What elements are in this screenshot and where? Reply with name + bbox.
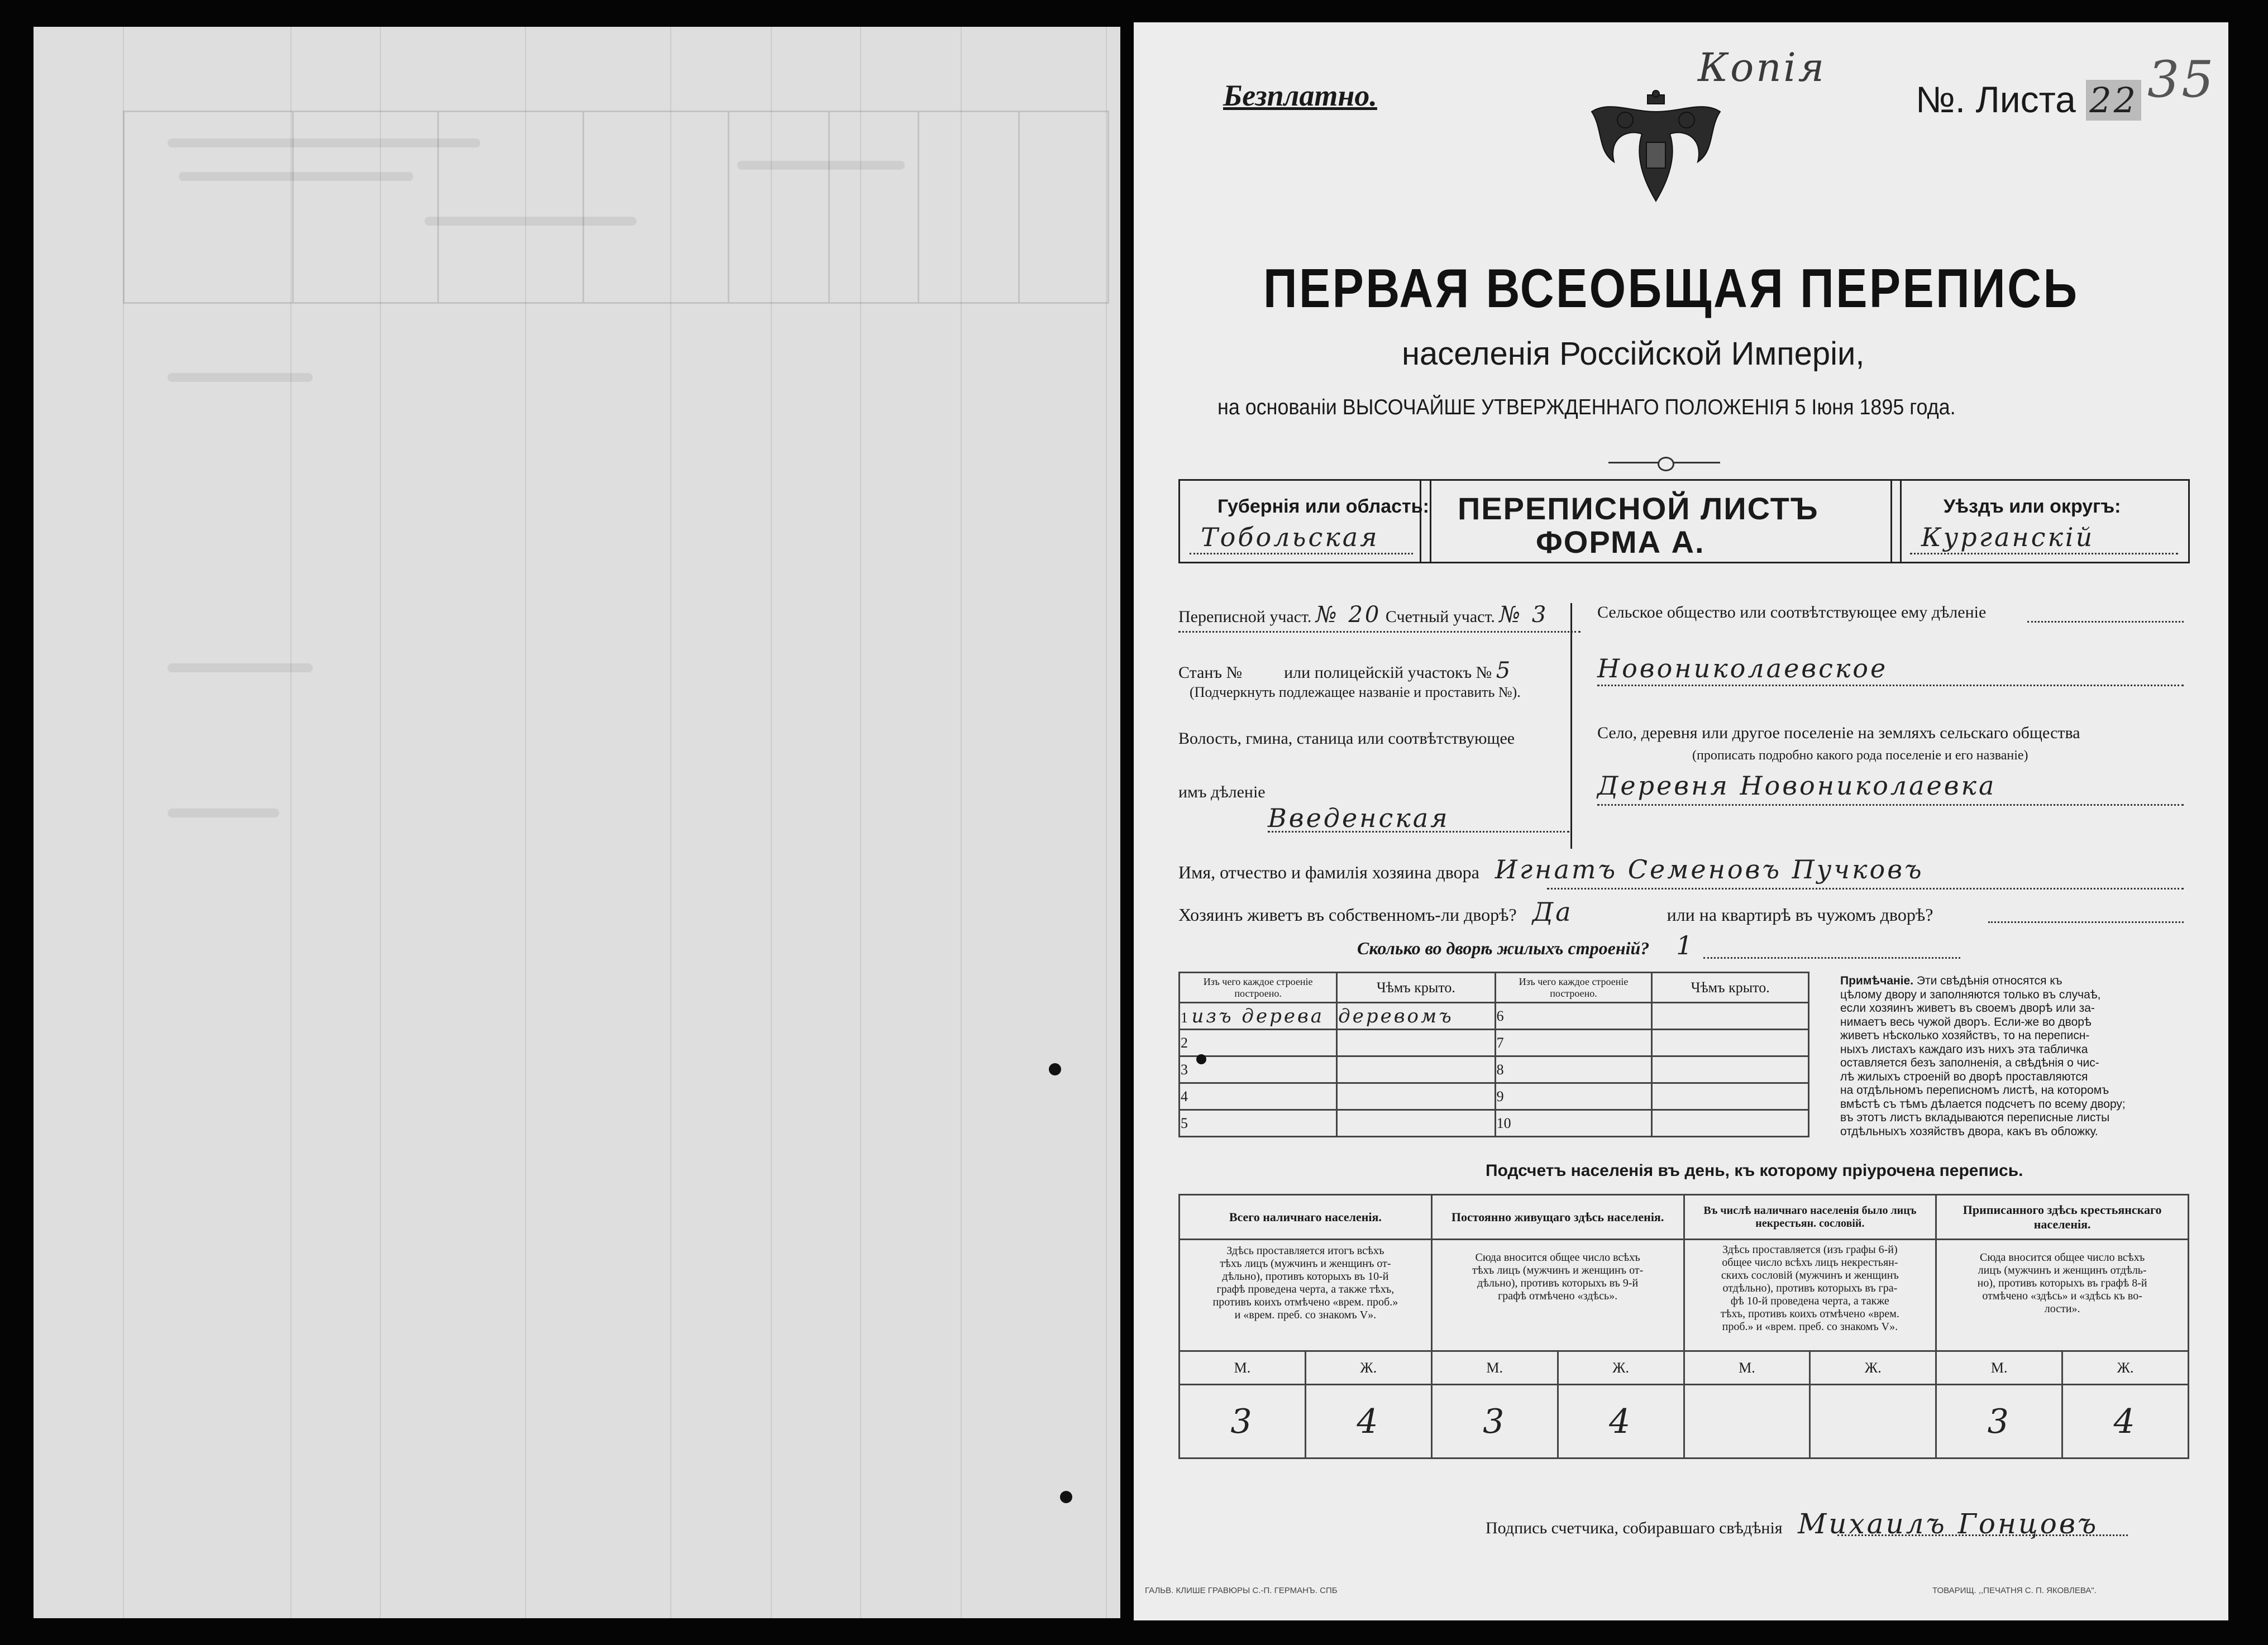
guberniya-value: Тобольская	[1201, 522, 1379, 552]
summary-col-body: Сюда вносится общее число всѣхъ лицъ (мужчинъ и женщинъ отдѣль- но), противъ которыхъ въ графѣ 8-й отмѣчено «здѣсь» и «здѣсь къ во- лости».	[1936, 1240, 2189, 1351]
police-label: или полицейскій участокъ №	[1284, 663, 1492, 682]
ornament-divider	[1608, 457, 1720, 468]
note-line: нимаетъ весь чужой дворъ. Если-же во дворѣ	[1840, 1015, 2092, 1029]
uezd-label: Уѣздъ или округъ:	[1944, 496, 2121, 517]
signature-label: Подпись счетчика, собиравшаго свѣдѣнія	[1486, 1519, 1783, 1537]
table-row	[1180, 1003, 1809, 1030]
village-note: (прописать подробно какого рода поселеніе и его названіе)	[1692, 748, 2028, 763]
volost-value: Введенская	[1268, 803, 1450, 833]
guberniya-label: Губернія или область:	[1217, 496, 1429, 517]
summary-col-body: Сюда вносится общее число всѣхъ тѣхъ лицъ (мужчинъ и женщинъ от- дѣльно), противъ которыхъ въ 9-й графѣ отмѣчено «здѣсь».	[1431, 1240, 1684, 1351]
summary-col-head: Постоянно живущаго здѣсь населенія.	[1431, 1195, 1684, 1240]
sheet-label	[1916, 78, 2141, 121]
table-row	[1180, 1083, 1809, 1110]
row-number: 6	[1496, 1007, 1504, 1024]
copy-note: Копія	[1698, 45, 1827, 90]
f-label: Ж.	[1810, 1351, 1936, 1385]
f-label: Ж.	[1305, 1351, 1431, 1385]
male-count	[1684, 1385, 1810, 1458]
form-basis: на основаніи ВЫСОЧАЙШЕ УТВЕРЖДЕННАГО ПОЛОЖЕНІЯ 5 Іюня 1895 года.	[1217, 395, 1956, 419]
note-line: отдѣльныхъ хозяйствъ двора, какъ въ обложку.	[1840, 1125, 2098, 1138]
note-line: живетъ нѣсколько хозяйствъ, то на переписн-	[1840, 1029, 2090, 1042]
form-subtitle: населенія Россійской Имперіи,	[1402, 336, 1865, 372]
male-count: 3	[1180, 1385, 1306, 1458]
owner-lives-alt: или на квартирѣ въ чужомъ дворѣ?	[1667, 905, 1933, 925]
volost-label-2: имъ дѣленіе	[1178, 783, 1266, 801]
col-roof: Чѣмъ крыто.	[1652, 973, 1809, 1003]
society-label: Сельское общество или соотвѣтствующее ему дѣленіе	[1597, 603, 1987, 621]
male-count: 3	[1936, 1385, 2062, 1458]
buildings-label: Сколько во дворѣ жилыхъ строеній?	[1357, 938, 1650, 958]
underline-note: (Подчеркнуть подлежащее названіе и проставить №).	[1190, 684, 1521, 700]
corner-page-number: 35	[2147, 50, 2216, 109]
f-label: Ж.	[1558, 1351, 1684, 1385]
police-value: 5	[1496, 658, 1513, 683]
census-area-value: № 20	[1315, 602, 1382, 628]
sheet-label-text: №. Листа	[1916, 79, 2076, 120]
col-material: Изъ чего каждое строеніе построено.	[1495, 973, 1652, 1003]
note-line: ныхъ листахъ каждаго изъ нихъ эта табличка	[1840, 1043, 2088, 1056]
note-line: Эти свѣдѣнія относятся къ	[1916, 974, 2062, 987]
buildings-row	[1357, 930, 1695, 960]
female-count: 4	[1305, 1385, 1431, 1458]
society-value: Новониколаевское	[1597, 653, 1888, 683]
row-number: 9	[1496, 1088, 1504, 1104]
owner-name-label: Имя, отчество и фамилія хозяина двора	[1178, 862, 1479, 882]
male-count: 3	[1431, 1385, 1558, 1458]
note-line: лѣ жилыхъ строеній во дворѣ проставляются	[1840, 1070, 2088, 1083]
row-number: 3	[1181, 1061, 1188, 1078]
material-value: изъ дерева	[1191, 1005, 1325, 1027]
note-line: если хозяинъ живетъ въ своемъ дворѣ или за-	[1840, 1002, 2095, 1015]
buildings-value: 1	[1676, 930, 1695, 960]
owner-lives-label: Хозяинъ живетъ въ собственномъ-ли дворѣ?	[1178, 905, 1517, 925]
m-label: М.	[1180, 1351, 1306, 1385]
row-number: 1	[1181, 1009, 1188, 1026]
ink-dot	[1049, 1063, 1061, 1075]
form-type-title: ПЕРЕПИСНОЙ ЛИСТЪ	[1458, 491, 1819, 526]
ink-dot	[1060, 1491, 1072, 1503]
row-number: 2	[1181, 1034, 1188, 1051]
table-row	[1180, 1030, 1809, 1056]
summary-title: Подсчетъ населенія въ день, къ которому пріурочена перепись.	[1486, 1161, 2023, 1180]
printer-right: ТОВАРИЩ. ,,ПЕЧАТНЯ С. П. ЯКОВЛЕВА".	[1932, 1586, 2097, 1595]
row-number: 5	[1181, 1115, 1188, 1131]
female-count	[1810, 1385, 1936, 1458]
summary-col-head: Всего наличнаго населенія.	[1180, 1195, 1432, 1240]
summary-col-head: Въ числѣ наличнаго населенія было лицъ некрестьян. сословій.	[1684, 1195, 1936, 1240]
note-line: оставляется безъ заполненія, а свѣдѣнія о чис-	[1840, 1056, 2099, 1069]
ink-dot	[1196, 1054, 1206, 1064]
row-number: 8	[1496, 1061, 1504, 1078]
summary-col-body: Здѣсь проставляется (изъ графы 6-й) общее число всѣхъ лицъ некрестьян- скихъ сословій (мужчинъ и женщинъ отдѣльно), противъ которыхъ въ гра- фѣ 10-й проведена черта, а также тѣхъ, противъ коихъ отмѣчено «врем. проб.» и «врем. преб. со знакомъ V».	[1684, 1240, 1936, 1351]
f-label: Ж.	[2062, 1351, 2189, 1385]
owner-name-value: Игнатъ Семеновъ Пучковъ	[1495, 854, 1924, 884]
m-label: М.	[1684, 1351, 1810, 1385]
census-area-row	[1178, 602, 1548, 628]
row-number: 7	[1496, 1034, 1504, 1051]
note-line: въ этотъ листъ вкладываются переписные листы	[1840, 1111, 2110, 1124]
village-label: Село, деревня или другое поселеніе на земляхъ сельскаго общества	[1597, 724, 2080, 742]
note-line: цѣлому двору и заполняются только въ случаѣ,	[1840, 988, 2101, 1001]
form-title: ПЕРВАЯ ВСЕОБЩАЯ ПЕРЕПИСЬ	[1263, 257, 2079, 319]
row-number: 4	[1181, 1088, 1188, 1104]
note-line: на отдѣльномъ переписномъ листѣ, на которомъ	[1840, 1084, 2109, 1097]
uezd-value: Курганскій	[1921, 522, 2095, 552]
note-block	[1840, 974, 2126, 1139]
summary-table	[1178, 1194, 2189, 1459]
form-type-sub: ФОРМА А.	[1536, 524, 1705, 560]
table-row	[1180, 1110, 1809, 1137]
owner-lives-row	[1178, 897, 1933, 927]
count-area-value: № 3	[1499, 602, 1549, 628]
summary-col-head: Приписанного здѣсь крестьянскаго населенія.	[1936, 1195, 2189, 1240]
printer-left: ГАЛЬВ. КЛИШЕ ГРАВЮРЫ С.-П. ГЕРМАНЪ. СПБ	[1145, 1586, 1338, 1595]
census-area-label: Переписной участ.	[1178, 608, 1312, 626]
imperial-eagle-emblem	[1586, 89, 1726, 218]
count-area-label: Счетный участ.	[1385, 608, 1495, 626]
buildings-table	[1178, 972, 1809, 1137]
signature-value: Михаилъ Гонцовъ	[1798, 1508, 2099, 1540]
sheet-number: 22	[2086, 80, 2141, 121]
free-label: Безплатно.	[1223, 79, 1377, 112]
note-line: вмѣстѣ съ тѣмъ дѣлается подсчетъ по всему двору;	[1840, 1097, 2126, 1111]
female-count: 4	[2062, 1385, 2189, 1458]
m-label: М.	[1936, 1351, 2062, 1385]
volost-label: Волость, гмина, станица или соотвѣтствующее	[1178, 729, 1515, 748]
stan-label: Станъ №	[1178, 663, 1243, 682]
roof-value: деревомъ	[1338, 1005, 1454, 1027]
m-label: М.	[1431, 1351, 1558, 1385]
owner-lives-value: Да	[1532, 897, 1573, 927]
note-head: Примѣчаніе.	[1840, 974, 1914, 987]
summary-col-body: Здѣсь проставляется итогъ всѣхъ тѣхъ лицъ (мужчинъ и женщинъ от- дѣльно), противъ которыхъ въ 10-й графѣ проведена черта, а также тѣхъ, противъ коихъ отмѣчено «врем. проб.» и «врем. преб. со знакомъ V».	[1180, 1240, 1432, 1351]
female-count: 4	[1558, 1385, 1684, 1458]
left-page-blank-grid	[34, 27, 1120, 1618]
census-form-page	[1134, 22, 2228, 1620]
stan-row	[1178, 658, 1512, 683]
village-value: Деревня Новониколаевка	[1597, 771, 1997, 801]
col-material: Изъ чего каждое строеніе построено.	[1180, 973, 1337, 1003]
row-number: 10	[1496, 1115, 1511, 1131]
table-row	[1180, 1056, 1809, 1083]
col-roof: Чѣмъ крыто.	[1337, 973, 1495, 1003]
owner-name-row	[1178, 854, 1924, 884]
